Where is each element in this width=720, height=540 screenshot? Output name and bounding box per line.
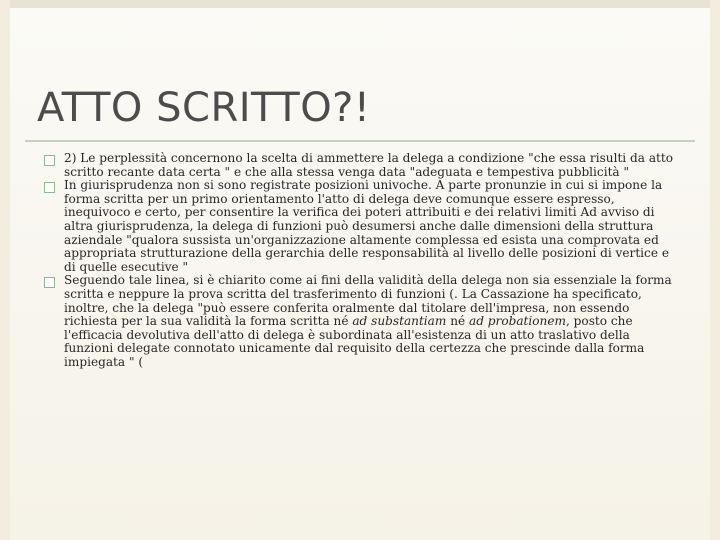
square-bullet-icon [44,155,55,166]
bullet-list [44,152,676,370]
right-frame-border [710,0,720,540]
slide-title: ATTO SCRITTO?! [37,85,371,131]
bullet-text-run: , posto che l'efficacia devolutiva dell'atto di delega è subordinata all'esistenza di un atto traslativo della funzioni delegate connotato unicamente dal requisito della certezza che prescinde dalla forma impiegata " ( [64,314,645,369]
bullet-item [44,179,676,274]
square-bullet-icon [44,277,55,288]
bullet-text-run: Seguendo tale linea, si è chiarito come ai fini della validità della delega non sia essenziale la forma scritta e neppure la prova scritta del trasferimento di funzioni (. La Cassazione ha specificato, inoltre, che la delega "può essere conferita oralmente dal titolare dell'impresa, non essendo richiesta per la sua validità la forma scritta né [64,273,672,329]
top-frame-band [10,0,710,8]
bullet-text [64,152,676,179]
bullet-item [44,274,676,369]
square-bullet-icon [44,182,55,193]
bullet-item [44,152,676,179]
bullet-text [64,274,676,369]
left-frame-border [0,0,10,540]
bullet-text [64,179,676,274]
title-divider [25,140,695,142]
bullet-text-run: In giurisprudenza non si sono registrate posizioni univoche. A parte pronunzie in cui si impone la forma scritta per un primo orientamento l'atto di delega deve comunque essere espresso, inequivoco e certo, per consentire la verifica dei poteri attribuiti e dei relativi limiti Ad avviso di altra giurisprudenza, la delega di funzioni può desumersi anche dalle dimensioni della struttura aziendale "qualora sussista un'organizzazione altamente complessa ed esista una comprovata ed appropriata strutturazione della gerarchia delle responsabilità al livello delle posizioni di vertice e di quelle esecutive " [64,178,669,274]
italic-latin-term: ad substantiam [352,314,447,329]
bullet-text-run: né [446,314,469,329]
italic-latin-term: ad probationem [469,314,566,329]
bullet-text-run: 2) Le perplessità concernono la scelta di ammettere la delega a condizione "che essa risulti da atto scritto recante data certa " e che alla stessa venga data "adeguata e tempestiva pubblicità " [64,151,674,179]
